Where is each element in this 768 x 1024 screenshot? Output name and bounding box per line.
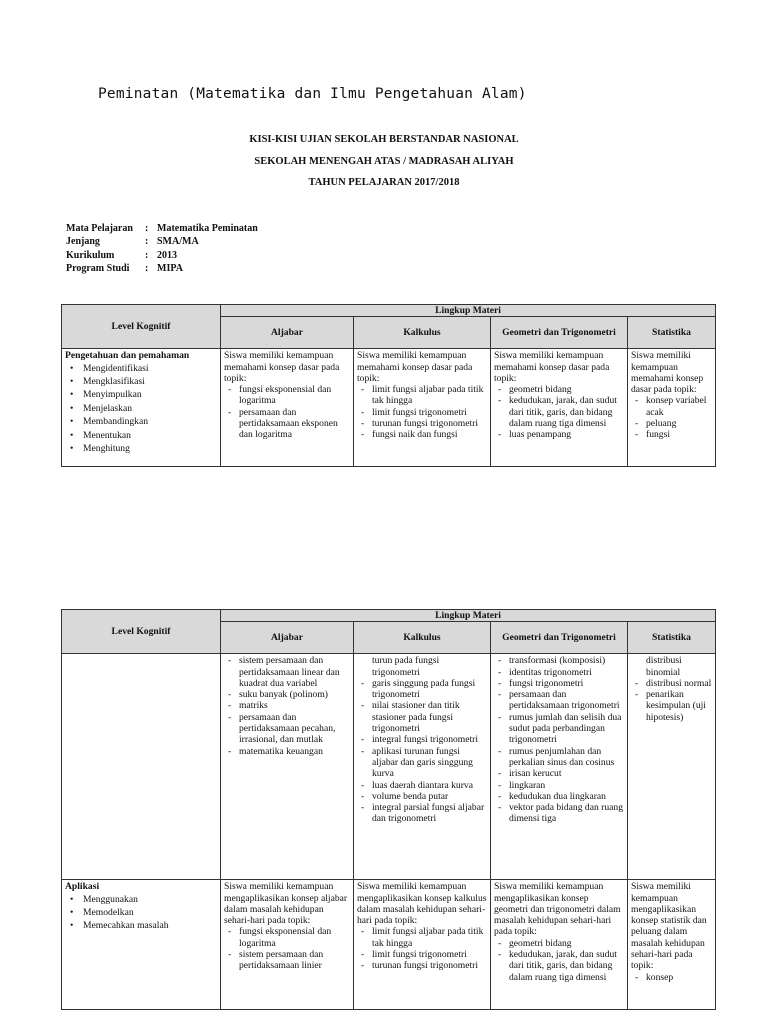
info-label: Kurikulum bbox=[66, 249, 115, 261]
list-item: • Memodelkan bbox=[65, 906, 217, 919]
topic-list bbox=[494, 384, 624, 440]
header-geometri: Geometri dan Trigonometri bbox=[491, 622, 628, 654]
list-item: • Mengidentifikasi bbox=[65, 362, 217, 375]
list-item: • Mengklasifikasi bbox=[65, 375, 217, 388]
list-item: • Menentukan bbox=[65, 429, 217, 442]
kalkulus-cell bbox=[354, 880, 491, 1010]
list-item: - konsep bbox=[631, 972, 712, 983]
header-kalkulus: Kalkulus bbox=[354, 622, 491, 654]
info-value: Matematika Peminatan bbox=[157, 223, 258, 234]
level-list bbox=[65, 362, 217, 456]
list-item: - konsep variabel acak bbox=[631, 395, 712, 418]
list-item: - kedudukan dua lingkaran bbox=[494, 791, 624, 802]
list-item: - limit fungsi trigonometri bbox=[357, 949, 487, 960]
title-line-3: TAHUN PELAJARAN 2017/2018 bbox=[308, 177, 460, 188]
header-aljabar: Aljabar bbox=[221, 317, 354, 349]
list-item: - integral parsial fungsi aljabar dan trigonometri bbox=[357, 802, 487, 825]
list-item: - irisan kerucut bbox=[494, 768, 624, 779]
info-label: Mata Pelajaran bbox=[66, 223, 133, 234]
level-cell bbox=[62, 349, 221, 467]
title-line-2: SEKOLAH MENENGAH ATAS / MADRASAH ALIYAH bbox=[254, 156, 514, 167]
list-item: - matematika keuangan bbox=[224, 746, 350, 757]
list-item: - fungsi eksponensial dan logaritma bbox=[224, 926, 350, 949]
info-value: 2013 bbox=[157, 249, 177, 261]
title-line-1: KISI-KISI UJIAN SEKOLAH BERSTANDAR NASIONAL bbox=[249, 134, 519, 145]
info-separator: : bbox=[145, 262, 149, 274]
cell-intro: Siswa memiliki kemampuan memahami konsep dasar pada topik: bbox=[357, 350, 473, 384]
list-item: - aplikasi turunan fungsi aljabar dan garis singgung kurva bbox=[357, 746, 487, 780]
list-item: - luas penampang bbox=[494, 429, 624, 440]
level-title: Aplikasi bbox=[65, 881, 100, 893]
list-item: • Menggunakan bbox=[65, 893, 217, 906]
statistika-cell bbox=[628, 349, 716, 467]
cell-intro: Siswa memiliki kemampuan memahami konsep dasar pada topik: bbox=[224, 350, 340, 384]
kisi-table-2 bbox=[61, 609, 716, 1010]
topic-list bbox=[224, 655, 350, 757]
list-item: - turunan fungsi trigonometri bbox=[357, 960, 487, 971]
topic-list bbox=[494, 655, 624, 824]
list-item: - limit fungsi trigonometri bbox=[357, 407, 487, 418]
cell-intro: Siswa memiliki kemampuan mengaplikasikan konsep kalkulus dalam masalah kehidupan sehari-hari pada topik: bbox=[357, 881, 487, 927]
list-item: - peluang bbox=[631, 418, 712, 429]
list-item: • Menjelaskan bbox=[65, 402, 217, 415]
info-separator: : bbox=[145, 249, 149, 261]
header-aljabar: Aljabar bbox=[221, 622, 354, 654]
list-item: - luas daerah diantara kurva bbox=[357, 780, 487, 791]
header-level-kognitif: Level Kognitif bbox=[62, 305, 221, 349]
list-item: • Memecahkan masalah bbox=[65, 919, 217, 932]
subject-info bbox=[66, 222, 258, 275]
header-kalkulus: Kalkulus bbox=[354, 317, 491, 349]
list-item: - distribusi normal bbox=[631, 678, 712, 689]
cell-intro: Siswa memiliki kemampuan memahami konsep dasar pada topik: bbox=[494, 350, 610, 384]
list-item: - persamaan dan pertidaksamaan pecahan, irrasional, dan mutlak bbox=[224, 712, 350, 746]
info-separator: : bbox=[145, 236, 149, 248]
list-item: - nilai stasioner dan titik stasioner pada fungsi trigonometri bbox=[357, 700, 487, 734]
cell-continuation: turun pada fungsi trigonometri bbox=[372, 655, 440, 678]
list-item: - volume benda putar bbox=[357, 791, 487, 802]
list-item: - kedudukan, jarak, dan sudut dari titik, garis, dan bidang dalam ruang tiga dimensi bbox=[494, 949, 624, 983]
topic-list bbox=[631, 972, 712, 983]
aljabar-cell bbox=[221, 654, 354, 880]
topic-list bbox=[357, 926, 487, 971]
page-heading: Peminatan (Matematika dan Ilmu Pengetahuan Alam) bbox=[98, 86, 527, 102]
kalkulus-cell bbox=[354, 349, 491, 467]
list-item: - fungsi naik dan fungsi bbox=[357, 429, 487, 440]
list-item: - sistem persamaan dan pertidaksamaan linear dan kuadrat dua variabel bbox=[224, 655, 350, 689]
list-item: - suku banyak (polinom) bbox=[224, 689, 350, 700]
list-item: - turunan fungsi trigonometri bbox=[357, 418, 487, 429]
header-lingkup-materi: Lingkup Materi bbox=[221, 305, 716, 317]
header-level-kognitif: Level Kognitif bbox=[62, 610, 221, 654]
list-item: - sistem persamaan dan pertidaksamaan linier bbox=[224, 949, 350, 972]
cell-intro: Siswa memiliki kemampuan mengaplikasikan konsep statistik dan peluang dalam masalah kehidupan sehari-hari pada topik: bbox=[631, 881, 707, 972]
topic-list bbox=[224, 384, 350, 440]
aljabar-cell bbox=[221, 349, 354, 467]
info-row bbox=[66, 262, 258, 275]
header-geometri: Geometri dan Trigonometri bbox=[491, 317, 628, 349]
list-item: - penarikan kesimpulan (uji hipotesis) bbox=[631, 689, 712, 723]
level-list bbox=[65, 893, 217, 933]
list-item: - geometri bidang bbox=[494, 384, 624, 395]
list-item: - rumus jumlah dan selisih dua sudut pada perbandingan trigonometri bbox=[494, 712, 624, 746]
info-row bbox=[66, 249, 258, 262]
list-item: - matriks bbox=[224, 700, 350, 711]
list-item: - fungsi eksponensial dan logaritma bbox=[224, 384, 350, 407]
header-lingkup-materi: Lingkup Materi bbox=[221, 610, 716, 622]
info-value: MIPA bbox=[157, 262, 183, 274]
cell-continuation: distribusi binomial bbox=[646, 655, 682, 678]
list-item: - geometri bidang bbox=[494, 938, 624, 949]
header-statistika: Statistika bbox=[628, 317, 716, 349]
list-item: - persamaan dan pertidaksamaan trigonometri bbox=[494, 689, 624, 712]
list-item: - fungsi trigonometri bbox=[494, 678, 624, 689]
cell-intro: Siswa memiliki kemampuan memahami konsep dasar pada topik: bbox=[631, 350, 704, 396]
header-statistika: Statistika bbox=[628, 622, 716, 654]
cell-intro: Siswa memiliki kemampuan mengaplikasikan konsep aljabar dalam masalah kehidupan sehari-hari pada topik: bbox=[224, 881, 348, 927]
geometri-cell bbox=[491, 654, 628, 880]
level-cell bbox=[62, 880, 221, 1010]
list-item: - limit fungsi aljabar pada titik tak hingga bbox=[357, 926, 487, 949]
list-item: • Menyimpulkan bbox=[65, 388, 217, 401]
geometri-cell bbox=[491, 880, 628, 1010]
list-item: • Menghitung bbox=[65, 442, 217, 455]
list-item: - lingkaran bbox=[494, 780, 624, 791]
list-item: - fungsi bbox=[631, 429, 712, 440]
list-item: - persamaan dan pertidaksamaan eksponen dan logaritma bbox=[224, 407, 350, 441]
topic-list bbox=[494, 938, 624, 983]
topic-list bbox=[224, 926, 350, 971]
info-value: SMA/MA bbox=[157, 236, 199, 248]
topic-list bbox=[357, 678, 487, 825]
list-item: - vektor pada bidang dan ruang dimensi tiga bbox=[494, 802, 624, 825]
info-row bbox=[66, 235, 258, 248]
statistika-cell bbox=[628, 880, 716, 1010]
topic-list bbox=[631, 395, 712, 440]
list-item: • Membandingkan bbox=[65, 415, 217, 428]
list-item: - integral fungsi trigonometri bbox=[357, 734, 487, 745]
kisi-table-1 bbox=[61, 304, 716, 467]
info-label: Jenjang bbox=[66, 236, 100, 248]
geometri-cell bbox=[491, 349, 628, 467]
kalkulus-cell bbox=[354, 654, 491, 880]
list-item: - rumus penjumlahan dan perkalian sinus dan cosinus bbox=[494, 746, 624, 769]
level-title: Pengetahuan dan pemahaman bbox=[65, 350, 190, 362]
cell-intro: Siswa memiliki kemampuan mengaplikasikan konsep geometri dan trigonometri dalam masalah kehidupan sehari-hari pada topik: bbox=[494, 881, 621, 938]
list-item: - kedudukan, jarak, dan sudut dari titik, garis, dan bidang dalam ruang tiga dimensi bbox=[494, 395, 624, 429]
info-label: Program Studi bbox=[66, 262, 130, 274]
list-item: - limit fungsi aljabar pada titik tak hingga bbox=[357, 384, 487, 407]
list-item: - garis singgung pada fungsi trigonometri bbox=[357, 678, 487, 701]
statistika-cell bbox=[628, 654, 716, 880]
level-cell bbox=[62, 654, 221, 880]
topic-list bbox=[357, 384, 487, 440]
info-row bbox=[66, 222, 258, 235]
topic-list bbox=[631, 678, 712, 723]
aljabar-cell bbox=[221, 880, 354, 1010]
list-item: - identitas trigonometri bbox=[494, 667, 624, 678]
list-item: - transformasi (komposisi) bbox=[494, 655, 624, 666]
info-separator: : bbox=[145, 223, 149, 234]
